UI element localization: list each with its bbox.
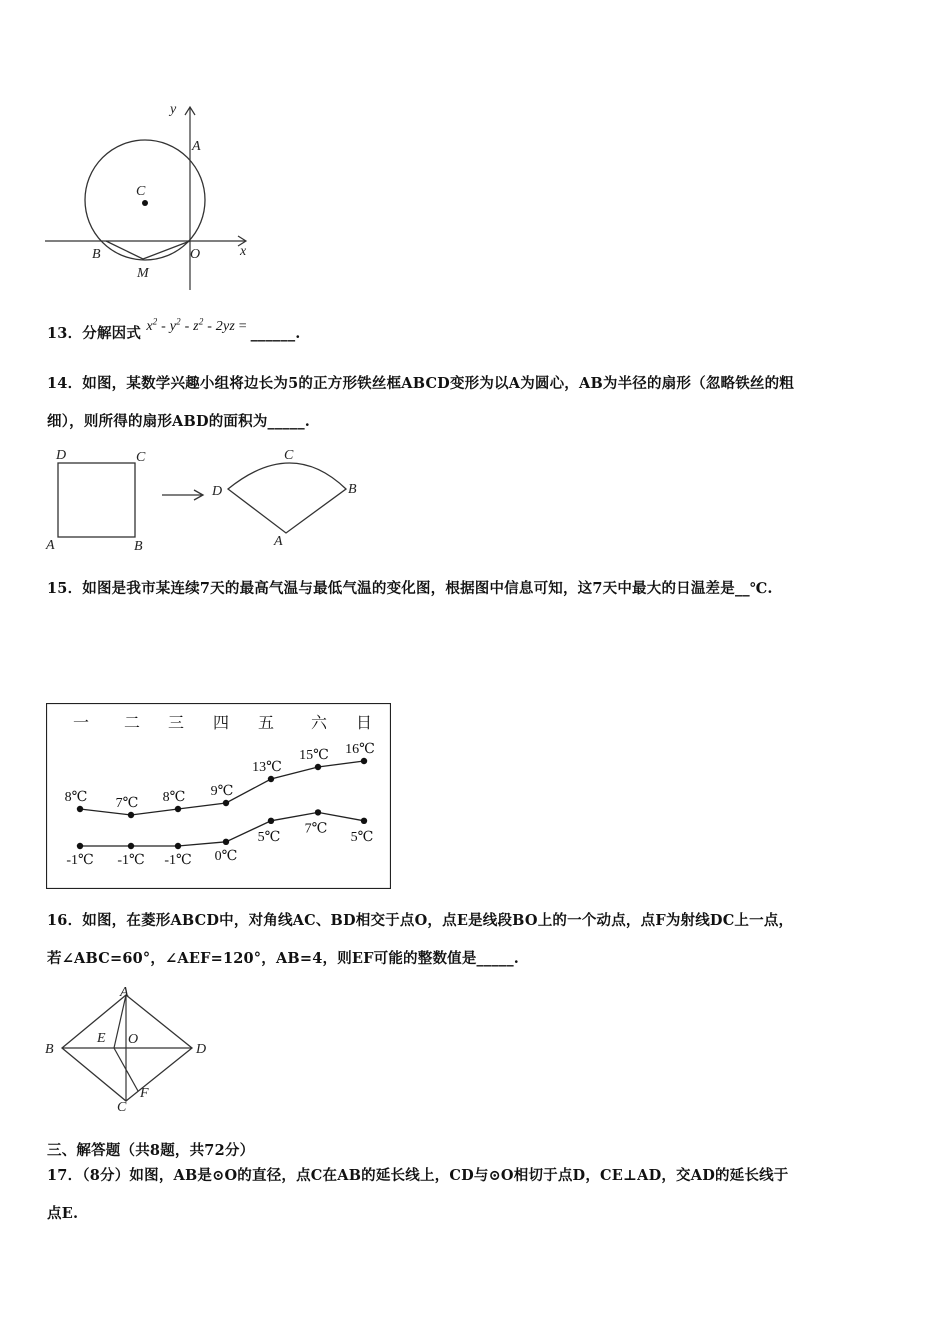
day-label: 六 (310, 713, 328, 732)
low-temp-point (223, 839, 229, 845)
high-temp-label: 9℃ (210, 784, 234, 799)
low-temp-point (77, 843, 83, 849)
low-temp-label: -1℃ (117, 853, 145, 868)
low-temp-label: 0℃ (214, 848, 238, 864)
high-temp-point (361, 758, 367, 764)
high-temp-label: 8℃ (64, 790, 88, 805)
question-14-line2: 细），则所得的扇形ABD的面积为_____. (47, 413, 311, 430)
high-temp-point (268, 776, 274, 782)
label-a1: A (46, 538, 55, 553)
question-16-line2: 若∠ABC=60°，∠AEF=120°，AB=4，则EF可能的整数值是_____. (47, 950, 520, 967)
circle-axes-figure (40, 95, 260, 290)
square-to-sector-figure (42, 445, 362, 555)
question-15: 15．如图是我市某连续7天的最高气温与最低气温的变化图，根据图中信息可知，这7天中最大的日温差是__℃. (47, 580, 773, 597)
high-temp-label: 13℃ (252, 760, 282, 775)
high-temp-point (223, 800, 229, 806)
q13-blank: ______ (250, 325, 296, 342)
q13-text: 分解因式 (82, 325, 142, 342)
high-temp-point (77, 806, 83, 812)
label-o: O (190, 247, 201, 262)
low-temp-point (315, 809, 321, 815)
label-d2: D (212, 484, 223, 499)
question-13: 13．分解因式 $x^2 - y^2 - z^2 - 2yz$ = ______. (47, 316, 301, 342)
day-label: 日 (355, 713, 373, 732)
label-d1: D (56, 448, 67, 463)
center-point (142, 200, 148, 206)
q13-expression: $x^2 - y^2 - z^2 - 2yz$ = (146, 316, 247, 334)
high-temp-label: 16℃ (345, 742, 375, 757)
high-temp-label: 15℃ (299, 748, 329, 763)
question-14-line1: 14．如图，某数学兴趣小组将边长为5的正方形铁丝框ABCD变形为以A为圆心，AB为半径的扇形（忽略铁丝的粗 (47, 375, 795, 392)
low-temp-label: -1℃ (66, 853, 94, 868)
day-label: 二 (123, 713, 141, 732)
low-temp-label: 5℃ (257, 829, 281, 845)
label-d: D (196, 1042, 207, 1057)
label-c: C (136, 184, 146, 199)
label-a: A (120, 985, 129, 1000)
section-3-heading: 三、解答题（共8题，共72分） (47, 1142, 255, 1159)
label-b2: B (348, 482, 357, 497)
low-temp-label: 5℃ (350, 829, 374, 845)
label-c2: C (284, 448, 294, 463)
low-temp-point (128, 843, 134, 849)
label-y: y (170, 102, 177, 117)
label-m: M (137, 266, 149, 281)
label-e: E (97, 1031, 106, 1046)
low-temp-point (175, 843, 181, 849)
sector-abd (228, 463, 346, 533)
high-temp-label: 8℃ (162, 790, 186, 805)
label-b1: B (134, 539, 143, 554)
label-f: F (140, 1086, 149, 1101)
day-label: 三 (167, 713, 185, 732)
square-abcd (58, 463, 135, 537)
day-label: 五 (257, 713, 275, 732)
label-c1: C (136, 450, 146, 465)
high-temp-label: 7℃ (115, 796, 139, 811)
low-temp-label: 7℃ (304, 821, 328, 837)
question-17-line1: 17．（8分）如图，AB是⊙O的直径，点C在AB的延长线上，CD与⊙O相切于点D，CE⊥AD，交AD的延长线于 (47, 1167, 789, 1184)
low-temp-point (361, 818, 367, 824)
low-temp-label: -1℃ (164, 853, 192, 868)
label-x: x (240, 244, 247, 259)
label-c: C (117, 1100, 127, 1115)
question-17-line2: 点E. (47, 1205, 79, 1222)
label-b: B (92, 247, 101, 262)
day-label: 一 (72, 713, 90, 732)
question-16-line1: 16．如图，在菱形ABCD中，对角线AC、BD相交于点O，点E是线段BO上的一个动点，点F为射线DC上一点， (47, 912, 794, 929)
q13-number: 13． (47, 325, 83, 342)
label-b: B (45, 1042, 54, 1057)
label-a: A (192, 139, 201, 154)
high-temp-point (175, 806, 181, 812)
high-temp-point (315, 764, 321, 770)
low-temp-point (268, 818, 274, 824)
temperature-chart (46, 703, 391, 889)
day-label: 四 (212, 713, 230, 732)
rhombus-figure (42, 985, 217, 1115)
label-a2: A (274, 534, 283, 549)
high-temp-point (128, 812, 134, 818)
label-o: O (128, 1032, 139, 1047)
